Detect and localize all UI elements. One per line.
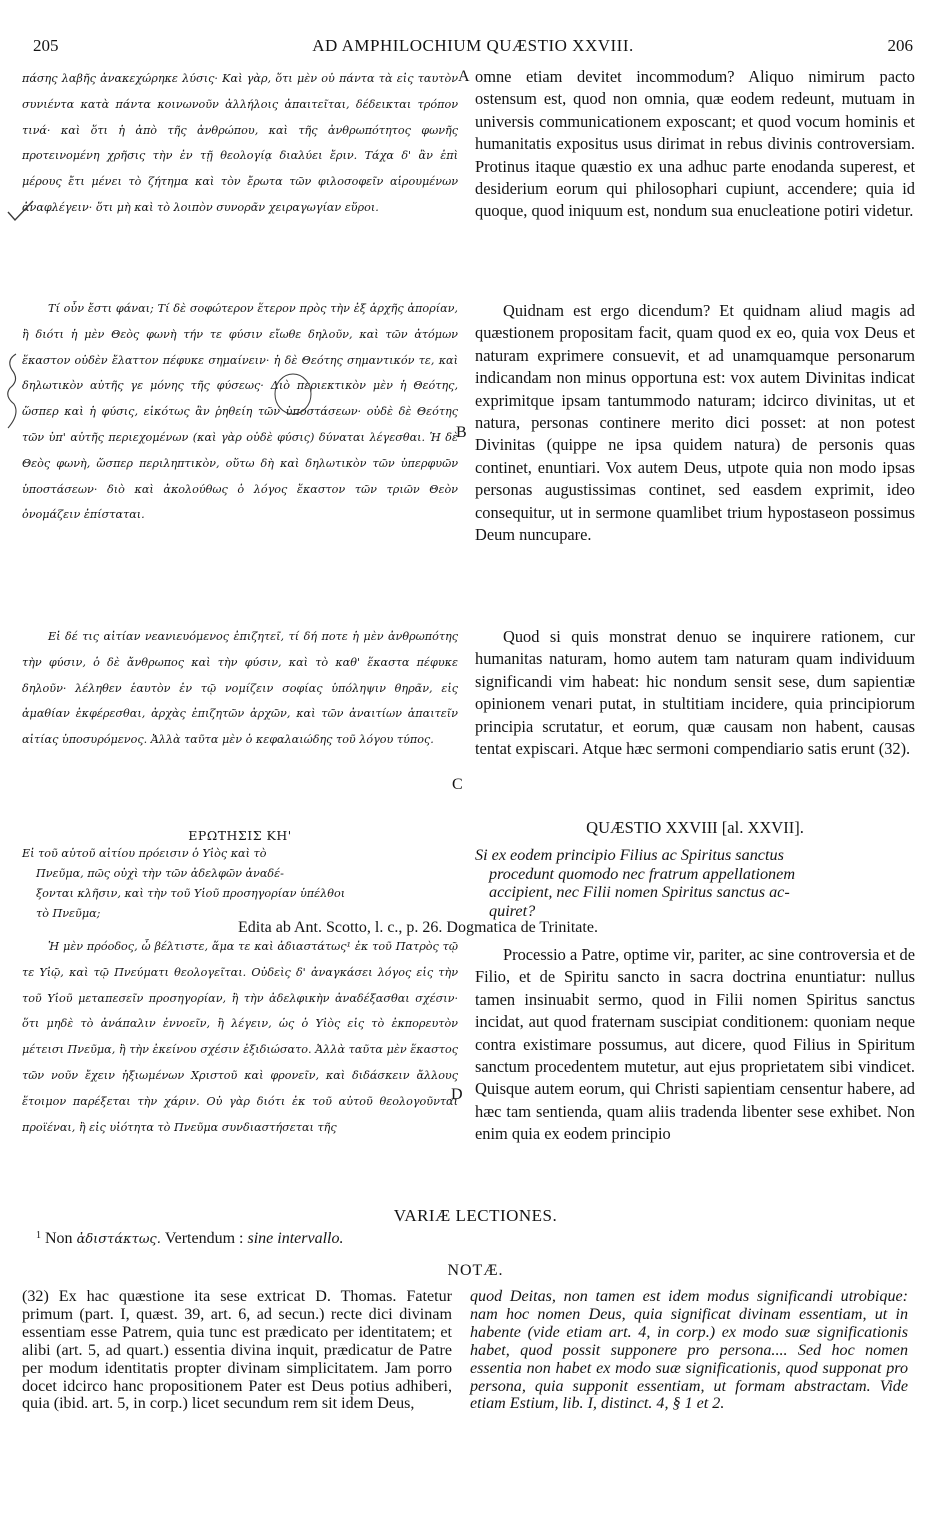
running-header	[33, 36, 913, 58]
variae-greek: ἀδιστάκτως.	[76, 1232, 161, 1247]
latin-question	[475, 846, 915, 920]
greek-question-line: τὸ Πνεῦμα;	[36, 907, 101, 920]
greek-question-title: ΕΡΩΤΗΣΙΣ ΚΗ'	[188, 828, 292, 843]
latin-paragraph-2	[475, 300, 915, 546]
variae-lectiones-note	[36, 1230, 343, 1248]
margin-letter-b: B	[456, 424, 467, 441]
edition-source: Edita ab Ant. Scotto, l. c.,	[238, 919, 403, 936]
greek-paragraph-2	[22, 296, 458, 528]
latin-paragraph-4	[475, 944, 915, 1146]
greek-text-4: Ἡ μὲν πρόοδος, ὦ βέλτιστε, ἅμα τε καὶ ἀδιαστάτως¹ ἐκ τοῦ Πατρὸς τῷ τε Υἱῷ, καὶ τῷ Πνεύματι θεολογεῖται. Οὐδεὶς δ' ἀναγκάσει λόγος εἰς τὴν τοῦ Υἱοῦ μεταπεσεῖν προσηγορίαν, ἢ τὴν ἀδελφικὴν ἀναδέξασθαι σχέσιν· ὅτι μηδὲ τὸ ἀνάπαλιν ἐννοεῖν, ἢ λέγειν, ὡς ὁ Υἱὸς εἰς τὸ ἐκπορευτὸν μέτεισι Πνεῦμα, ἢ τὴν ἐκείνου σχέσιν ἐξιδιώσατο. Ἀλλὰ ταῦτα μὲν ἕκαστος τῶν νοῦν ἔχειν ἠξιωμένων Χριστοῦ καὶ φρονεῖν, καὶ διδάσκειν ἄλλους ἕτοιμον παρέξεται τὴν χάριν. Οὐ γὰρ διότι ἐκ τοῦ αὐτοῦ θεολογοῦνται προϊέναι, ἢ εἰς υἱότητα τὸ Πνεῦμα συνδιαστήσεται τῆς	[22, 940, 458, 1134]
greek-question-line: Εἰ τοῦ αὐτοῦ αἰτίου πρόεισιν ὁ Υἱὸς καὶ τὸ	[22, 847, 267, 860]
greek-text-1: πάσης λαβῆς ἀνακεχώρηκε λύσις· Καὶ γὰρ, ὅτι μὲν οὐ πάντα τὰ εἰς ταυτὸν συνιέντα κατὰ πάντα κοινωνοῦν ἀλλήλοις ἀπαιτεῖται, δέδεικται τρόπον τινά· καὶ ὅτι ἡ ἀπὸ τῆς ἀνθρώπου, καὶ τῆς ἀνθρωπότητος φωνῆς προτεινομένη χρῆσις τὴν ἐν τῇ θεολογίᾳ διαλύει ἔριν. Τάχα δ' ἂν ἐπὶ μέρους ἔτι μένει τὸ ζήτημα καὶ τὸν ἔρωτα τῶν φιλοσοφεῖν αἱρουμένων ἀναφλέγειν· ὅτι μὴ καὶ τὸ λοιπὸν συνορᾶν χειραγωγίαν εὕροι.	[22, 72, 458, 214]
greek-paragraph-3	[22, 624, 458, 753]
edition-subject: 26. Dogmatica de Trinitate.	[422, 919, 598, 936]
variae-mid: Vertendum :	[164, 1230, 244, 1247]
latin-paragraph-3	[475, 626, 915, 760]
latin-question-title: QUÆSTIO XXVIII [al. XXVII].	[586, 818, 804, 837]
latin-text-1: omne etiam devitet incommodum? Aliquo nimirum pacto ostensum est, quod non omnia, quæ eodem redeunt, mutuam in universis communicationem exposcant; et quod vocum hominis et humanitatis expositus usus dirimat in rebus divinis controversiam. Protinus itaque quæstio ex una adhuc parte enodanda superest, et desiderium eorum qui philosophari cupiunt, accendere; quia id quoque, quod iniquum est, nondum sua enucleatione potiri videtur.	[475, 67, 915, 221]
running-title: AD AMPHILOCHIUM QUÆSTIO XXVIII.	[312, 36, 634, 55]
latin-question-line: quiret?	[489, 901, 536, 920]
latin-text-2: Quidnam est ergo dicendum? Et quidnam aliud magis ad quæstionem propositam facit, quam quod ex eo, quia vox Deus et naturam exprimere consuevit, et ad unamquamque personarum indicandam non minus opportuna est: vox autem Divinitas indicat exprimitque ipsam tantummodo naturam; idcirco divinitas, ut et natura, personas continere merito dici posset: at non potest Divinitas (quippe ne ipsa quidem natura) de personis quas continet, enuntiari. Vox autem Deus, utpote quia non modo ipsas personas augustissimas continet, sed easdem exprimit, ideo consequitur, ut in sermone quamlibet trium hypostaseon possimus Deum nuncupare.	[475, 301, 915, 545]
greek-text-3: Εἰ δέ τις αἰτίαν νεανιευόμενος ἐπιζητεῖ, τί δή ποτε ἡ μὲν ἀνθρωπότης τὴν φύσιν, ὁ δὲ ἄνθρωπος καὶ τὴν φύσιν, καὶ τὸ καθ' ἕκαστα πέφυκε δηλοῦν· λέληθεν ἑαυτὸν ἐν τῷ νομίζειν σοφίας ὑπόληψιν θηρᾶν, εἰς ἀμαθίαν ἐκφέρεσθαι, ἀρχὰς ἐπιζητῶν ἀρχῶν, καὶ τῶν ἀναιτίων ἀπαιτεῖν αἰτίας ὑποσυρόμενος. Ἀλλὰ ταῦτα μὲν ὁ κεφαλαιώδης τοῦ λόγου τύπος.	[22, 630, 458, 747]
latin-question-line: procedunt quomodo nec fratrum appellationem	[489, 864, 796, 883]
greek-paragraph-4	[22, 934, 458, 1140]
greek-paragraph-1	[22, 66, 458, 221]
greek-text-2: Τί οὖν ἔστι φάναι; Τί δὲ σοφώτερον ἕτερον πρὸς τὴν ἐξ ἀρχῆς ἀπορίαν, ἢ διότι ἡ μὲν Θεὸς φωνὴ τήν τε φύσιν εἴωθε δηλοῦν, καὶ τῶν ἀτόμων ἕκαστον οὐδὲν ἔλαττον πέφυκε σημαίνειν· ἡ δὲ Θεότης σημαντικόν τε, καὶ δηλωτικὸν αὐτῆς γε μόνης τῆς φύσεως· Διὸ περιεκτικὸν μὲν ἡ Θεότης, ὥσπερ καὶ ἡ φύσις, εἰκότως ἂν ῥηθείη τῶν ὑποστάσεων· οὐδὲ δὲ Θεότης τῶν ὑπ' αὐτῆς περιεχομένων (καὶ γὰρ οὐδὲ φύσις) δύναται λέγεσθαι. Ἡ δὲ Θεὸς φωνὴ, ὥσπερ περιληπτικὸν, οὕτω δὴ καὶ δηλωτικὸν τῶν ὑπερφυῶν ὑποστάσεων· διὸ καὶ ἀκολούθως ὁ λόγος ἕκαστον τῶν τριῶν Θεὸν ὀνομάζειν ἐπίσταται.	[22, 302, 458, 522]
notae-left-column	[22, 1288, 452, 1413]
notae-left-text: (32) Ex hac quæstione ita sese extricat D. Thomas. Fatetur primum (part. I, quæst. 39, art. 6, ad secun.) recte dici divinam essentiam esse Patrem, quia tunc est prædicato per identitatem; et alibi (art. 5, ad quart.) essentia divina inquit, prædicatur de Patre per modum identitatis propter divinam simplicitatem. Jam porro docet idcirco hanc propositionem Pater est Deus potius adhiberi, quia (ibid. art. 5, in corp.) licet secundum rem sit idem Deus,	[22, 1288, 452, 1413]
edition-note	[238, 919, 598, 937]
margin-letter-c: C	[452, 776, 463, 793]
greek-question	[22, 844, 458, 924]
variae-lectiones-heading: VARIÆ LECTIONES.	[393, 1206, 558, 1225]
notae-right-column	[470, 1288, 908, 1413]
margin-letter-p: p.	[406, 919, 419, 936]
footnote-number: 1	[36, 1230, 41, 1241]
variae-lead: Non	[45, 1230, 73, 1247]
latin-text-3: Quod si quis monstrat denuo se inquirere rationem, cur humanitas naturam, homo autem tam naturam quam individuum significandi vim habeat: hic nondum sensit sese, dum sapientiæ opinionem venari putat, in stultitiam incidere, quia principiorum principia scrutatur, et eorum, quæ causam non habent, causas tentat expiscari. Atque hæc sermoni compendiario satis erunt (32).	[475, 627, 915, 759]
latin-question-line: accipient, nec Filii nomen Spiritus sanctus ac-	[489, 883, 790, 901]
latin-paragraph-1	[475, 66, 915, 223]
page-number-right: 206	[887, 36, 913, 55]
notae-right-text: quod Deitas, non tamen est idem modus significandi utrobique: nam hoc nomen Deus, quia significat divinam essentiam, ut in habente (vide etiam art. 4, in corp.) ex modo suæ significationis habet, quod possit supponere pro persona.... Sed hoc nomen essentia non habet ex modo suæ significationis, quod supponat pro persona, quia supponit essentiam, ut formam abstractam. Vide etiam Estium, lib. I, distinct. 4, § 1 et 2.	[470, 1288, 908, 1413]
greek-question-line: Πνεῦμα, πῶς οὐχὶ τὴν τῶν ἀδελφῶν ἀναδέ-	[36, 867, 284, 880]
page-number-left: 205	[33, 36, 59, 55]
margin-letter-a: A	[458, 68, 470, 85]
latin-question-line: Si ex eodem principio Filius ac Spiritus sanctus	[475, 846, 784, 864]
notae-heading: NOTÆ.	[447, 1262, 504, 1279]
latin-text-4: Processio a Patre, optime vir, pariter, ac sine controversia et de Filio, et de Spiritu sancto in sacra doctrina enuntiatur: nullus tamen insinuabit sermo, quod in Filii nomen Spiritus sanctus incidat, aut quod fraternam suscipiat conditionem: quoniam neque contra existimare possumus, aut dicere, quod Filius in Spiritum sanctum procedentem mutetur, aut ejus proprietatem sibi vindicet. Quisque autem eorum, qui Christi sapientiam censentur habere, ad hæc tam sentienda, quam aliis tradenda libenter sese exhibet. Non enim quia ex eodem principio	[475, 945, 915, 1144]
greek-question-line: ξονται κλῆσιν, καὶ τὴν τοῦ Υἱοῦ προσηγορίαν ὑπέλθοι	[36, 887, 346, 900]
variae-italic: sine intervallo.	[247, 1230, 344, 1247]
margin-letter-d: D	[451, 1086, 463, 1103]
